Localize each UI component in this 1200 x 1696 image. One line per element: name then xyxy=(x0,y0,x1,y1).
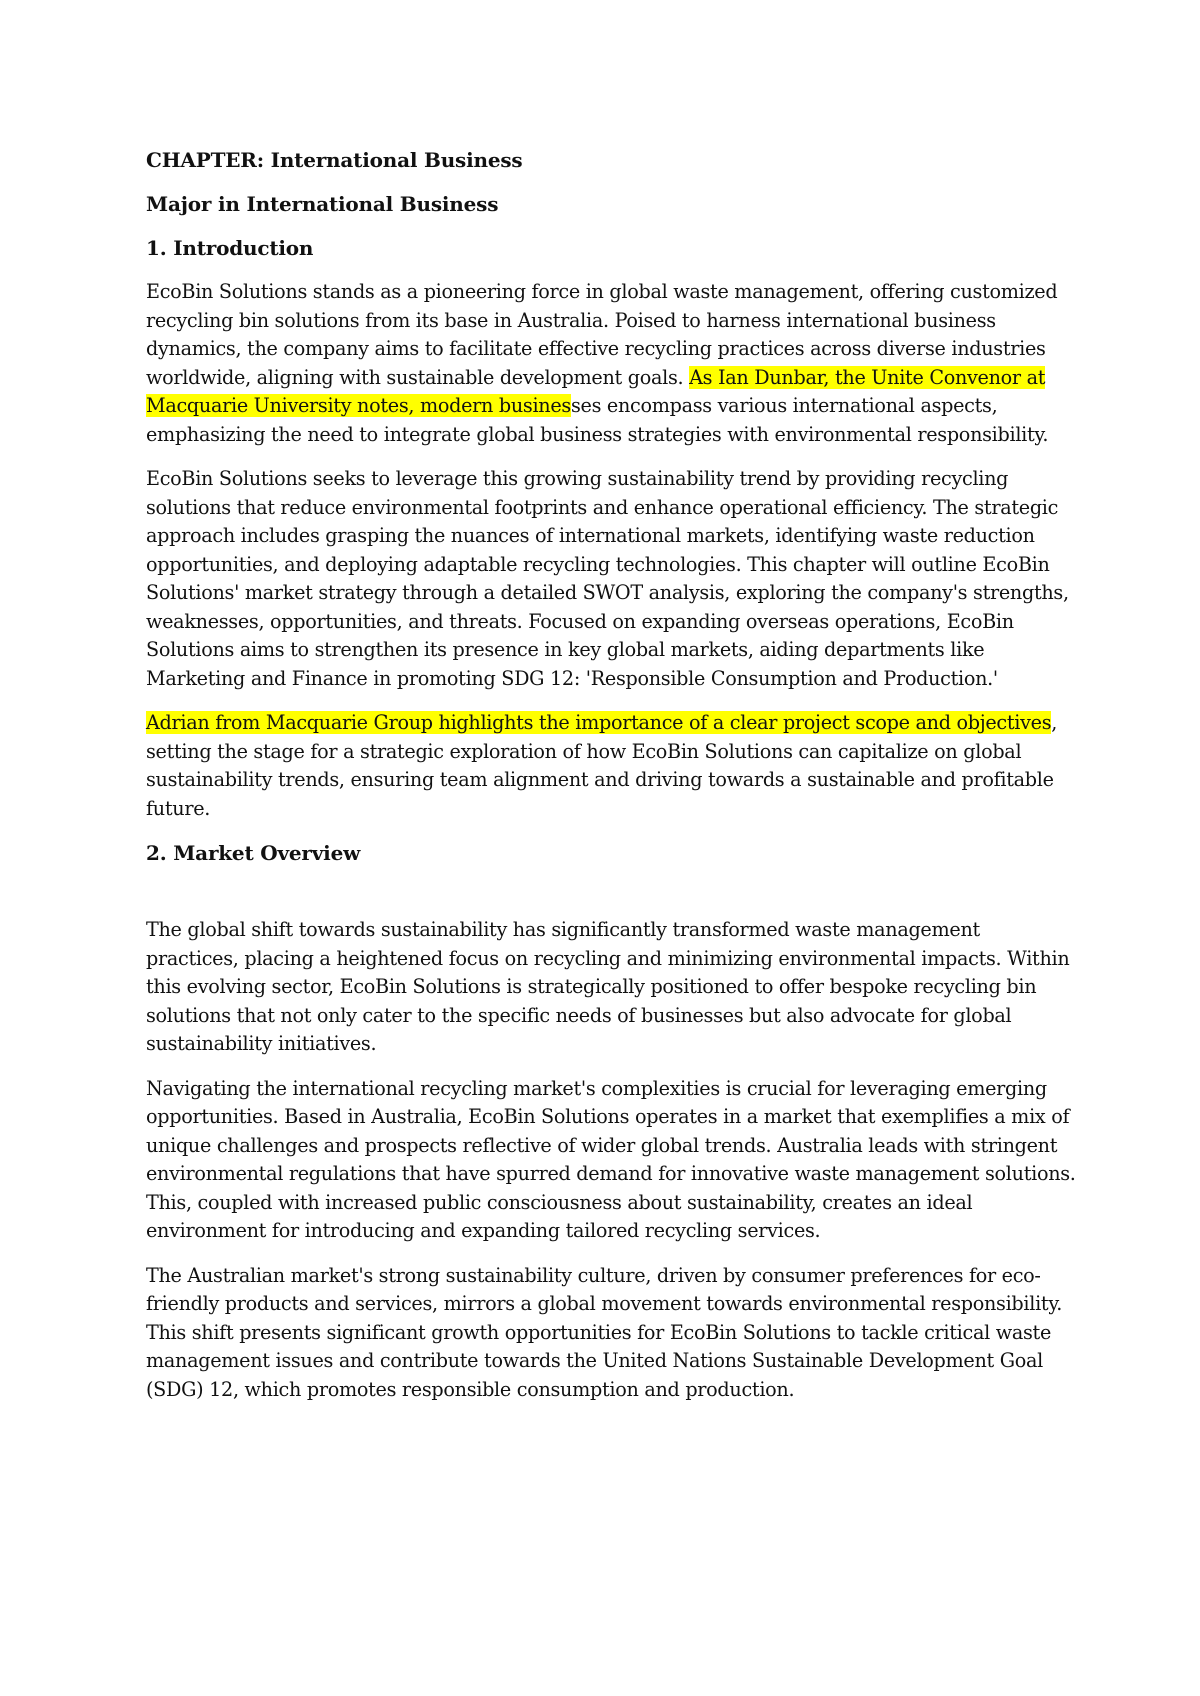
intro-p1-highlight: As Ian Dunbar, the Unite Convenor at Macquarie University notes, modern busines xyxy=(146,365,1046,417)
market-paragraph-1: The global shift towards sustainability has significantly transformed waste management practices, placing a heightened focus on recycling and minimizing environmental impacts. Within this evolving sector, EcoBin Solutions is strategically positioned to offer bespoke recycling bin solutions that not only cater to the specific needs of businesses but also advocate for global sustainability initiatives. xyxy=(146,918,1070,1055)
blank-line xyxy=(146,883,1076,916)
document-page xyxy=(146,146,1076,1420)
major-heading: Major in International Business xyxy=(146,192,499,216)
intro-p3-highlight: Adrian from Macquarie Group highlights the importance of a clear project scope and objectives xyxy=(146,711,1052,734)
section-heading-market-overview: 2. Market Overview xyxy=(146,841,361,865)
market-paragraph-2: Navigating the international recycling market's complexities is crucial for leveraging emerging opportunities. Based in Australia, EcoBin Solutions operates in a market that exemplifies a mix of unique challenges and prospects reflective of wider global trends. Australia leads with stringent environmental regulations that have spurred demand for innovative waste management solutions. This, coupled with increased public consciousness about sustainability, creates an ideal environment for introducing and expanding tailored recycling services. xyxy=(146,1076,1076,1242)
chapter-heading: CHAPTER: International Business xyxy=(146,148,523,172)
intro-p1-text: EcoBin Solutions stands as a pioneering force in global waste management, offering customized recycling bin solutions from its base in Australia. Poised to harness international business dynamics, the company aims to facilitate effective recycling practices across diverse industries worldwide, aligning with sustainable development goals. xyxy=(146,280,1058,389)
intro-paragraph-3 xyxy=(146,709,1076,823)
intro-p3-text: , setting the stage for a strategic exploration of how EcoBin Solutions can capitalize on global sustainability trends, ensuring team alignment and driving towards a sustainable and profitable future. xyxy=(146,711,1058,820)
intro-p1-text-end: ses encompass various international aspects, emphasizing the need to integrate global business strategies with environmental responsibility. xyxy=(146,394,1049,446)
market-paragraph-3: The Australian market's strong sustainability culture, driven by consumer preferences for eco-friendly products and services, mirrors a global movement towards environmental responsibility. This shift presents significant growth opportunities for EcoBin Solutions to tackle critical waste management issues and contribute towards the United Nations Sustainable Development Goal (SDG) 12, which promotes responsible consumption and production. xyxy=(146,1263,1063,1401)
intro-paragraph-2: EcoBin Solutions seeks to leverage this growing sustainability trend by providing recycling solutions that reduce environmental footprints and enhance operational efficiency. The strategic approach includes grasping the nuances of international markets, identifying waste reduction opportunities, and deploying adaptable recycling technologies. This chapter will outline EcoBin Solutions' market strategy through a detailed SWOT analysis, exploring the company's strengths, weaknesses, opportunities, and threats. Focused on expanding overseas operations, EcoBin Solutions aims to strengthen its presence in key global markets, aiding departments like Marketing and Finance in promoting SDG 12: 'Responsible Consumption and Production.' xyxy=(146,467,1069,690)
intro-paragraph-1 xyxy=(146,278,1076,449)
section-heading-introduction: 1. Introduction xyxy=(146,236,314,260)
